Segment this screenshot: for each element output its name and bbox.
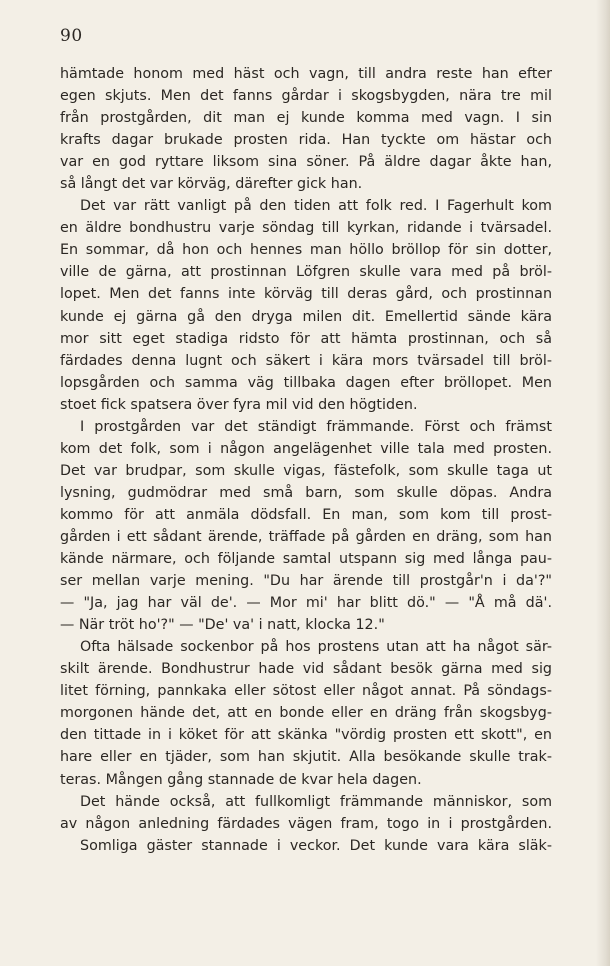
text-line: hare eller en tjäder, som han skjutit. Alla besökande skulle trak- [60, 749, 552, 766]
text-line: Det hände också, att fullkomligt främmande människor, som [80, 793, 552, 810]
text-line: egen skjuts. Men det fanns gårdar i skogsbygden, nära tre mil [60, 88, 552, 105]
page-number: 90 [60, 26, 83, 46]
text-line: Somliga gäster stannade i veckor. Det kunde vara kära släk- [80, 837, 552, 854]
text-line: — När tröt ho'?" — "De' va' i natt, klocka 12." [60, 617, 385, 634]
text-line: En sommar, då hon och hennes man höllo bröllop för sin dotter, [60, 242, 552, 259]
text-line: Det var brudpar, som skulle vigas, fästefolk, som skulle taga ut [60, 462, 552, 479]
text-line: stoet fick spatsera över fyra mil vid den högtiden. [60, 396, 418, 413]
text-line: hämtade honom med häst och vagn, till andra reste han efter [60, 66, 552, 82]
text-line: kände närmare, och följande samtal utspann sig med långa pau- [60, 551, 552, 568]
text-line: skilt ärende. Bondhustrur hade vid sådant besök gärna med sig [60, 661, 552, 678]
text-line: kunde ej gärna gå den dryga milen dit. Emellertid sände kära [60, 308, 552, 325]
text-line: så långt det var körväg, därefter gick han. [60, 176, 363, 193]
text-line: av någon anledning färdades vägen fram, togo in i prostgården. [60, 815, 552, 832]
text-line: Ofta hälsade sockenbor på hos prostens utan att ha något sär- [80, 639, 552, 656]
text-line: kom det folk, som i någon angelägenhet ville tala med prosten. [60, 440, 552, 457]
text-line: morgonen hände det, att en bonde eller en dräng från skogsbyg- [60, 705, 552, 722]
text-line: mor sitt eget stadiga ridsto för att hämta prostinnan, och så [60, 330, 552, 347]
text-line: den tittade in i köket för att skänka "vördig prosten ett skott", en [60, 727, 552, 744]
text-line: krafts dagar brukade prosten rida. Han tyckte om hästar och [60, 132, 552, 149]
text-line: Det var rätt vanligt på den tiden att folk red. I Fagerhult kom [80, 198, 552, 215]
text-line: lysning, gudmödrar med små barn, som skulle döpas. Andra [60, 484, 552, 501]
text-line: — "Ja, jag har väl de'. — Mor mi' har blitt dö." — "Å må dä'. [60, 595, 552, 612]
text-line: en äldre bondhustru varje söndag till kyrkan, ridande i tvärsadel. [60, 220, 552, 237]
text-line: teras. Mången gång stannade de kvar hela dagen. [60, 771, 422, 788]
body-text [60, 63, 552, 857]
text-line: färdades denna lugnt och säkert i kära mors tvärsadel till bröl- [60, 352, 552, 369]
text-line: ser mellan varje mening. "Du har ärende till prostgår'n i da'?" [60, 573, 552, 590]
text-line: litet förning, pannkaka eller sötost eller något annat. På söndags- [60, 683, 552, 700]
text-line: I prostgården var det ständigt främmande. Först och främst [80, 418, 552, 435]
text-line: från prostgården, dit man ej kunde komma med vagn. I sin [60, 110, 552, 127]
text-line: lopet. Men det fanns inte körväg till deras gård, och prostinnan [60, 286, 552, 303]
page-edge-shadow [596, 0, 610, 966]
text-line: var en god ryttare liksom sina söner. På äldre dagar åkte han, [60, 154, 552, 171]
text-line: lopsgården och samma väg tillbaka dagen efter bröllopet. Men [60, 374, 552, 391]
text-line: ville de gärna, att prostinnan Löfgren skulle vara med på bröl- [60, 264, 552, 281]
text-line: gården i ett sådant ärende, träffade på gården en dräng, som han [60, 528, 552, 545]
text-line: kommo för att anmäla dödsfall. En man, som kom till prost- [60, 506, 552, 523]
